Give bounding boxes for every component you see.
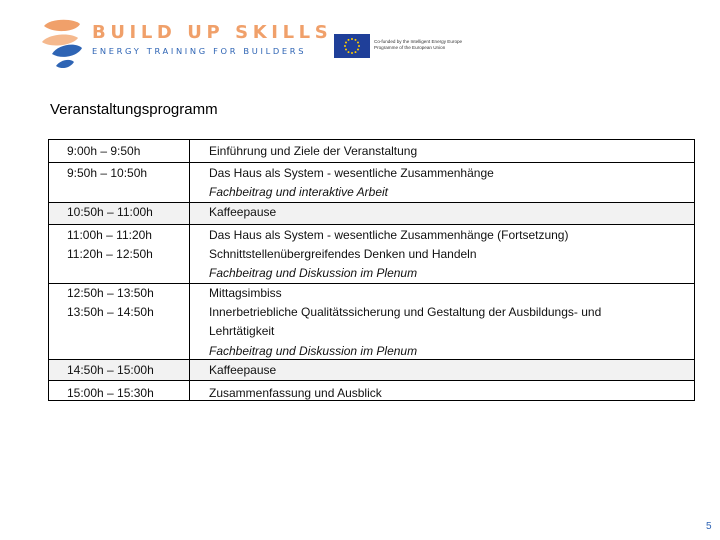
agenda-description: Kaffeepause [209, 363, 277, 377]
agenda-description-continued: Lehrtätigkeit [209, 324, 275, 338]
agenda-description: Mittagsimbiss [209, 286, 282, 300]
agenda-description: Einführung und Ziele der Veranstaltung [209, 144, 418, 158]
agenda-time: 9:00h – 9:50h [67, 144, 141, 158]
section-title: Veranstaltungsprogramm [50, 101, 218, 118]
agenda-time: 12:50h – 13:50h [67, 286, 154, 300]
agenda-note: Fachbeitrag und Diskussion im Plenum [209, 266, 418, 280]
agenda-time: 13:50h – 14:50h [67, 305, 154, 319]
agenda-table [48, 139, 695, 401]
eu-funding-text [374, 39, 462, 51]
agenda-note: Fachbeitrag und interaktive Arbeit [209, 185, 388, 199]
agenda-time: 14:50h – 15:00h [67, 363, 154, 377]
build-up-skills-logo-icon [40, 18, 86, 68]
agenda-description: Das Haus als System - wesentliche Zusammenhänge (Fortsetzung) [209, 228, 569, 242]
eu-flag-icon [334, 34, 370, 58]
logo-tagline: ENERGY TRAINING FOR BUILDERS [92, 46, 307, 56]
page-number: 5 [706, 521, 712, 532]
eu-funding-line-2: Programme of the European Union [374, 45, 446, 50]
agenda-note: Fachbeitrag und Diskussion im Plenum [209, 344, 418, 358]
logo-title: BUILD UP SKILLS [92, 22, 333, 43]
agenda-description: Schnittstellenübergreifendes Denken und Handeln [209, 247, 477, 261]
agenda-time: 11:20h – 12:50h [67, 247, 153, 261]
agenda-time: 10:50h – 11:00h [67, 205, 153, 219]
agenda-time: 15:00h – 15:30h [67, 386, 154, 400]
agenda-time: 9:50h – 10:50h [67, 166, 148, 180]
agenda-description: Zusammenfassung und Ausblick [209, 386, 382, 400]
agenda-description: Innerbetriebliche Qualitätssicherung und Gestaltung der Ausbildungs- und [209, 305, 602, 319]
column-divider [189, 140, 190, 400]
agenda-description: Kaffeepause [209, 205, 277, 219]
agenda-time: 11:00h – 11:20h [67, 228, 152, 242]
agenda-description: Das Haus als System - wesentliche Zusammenhänge [209, 166, 494, 180]
eu-funding-line-1: Co-funded by the Intelligent Energy Europe [374, 39, 463, 44]
